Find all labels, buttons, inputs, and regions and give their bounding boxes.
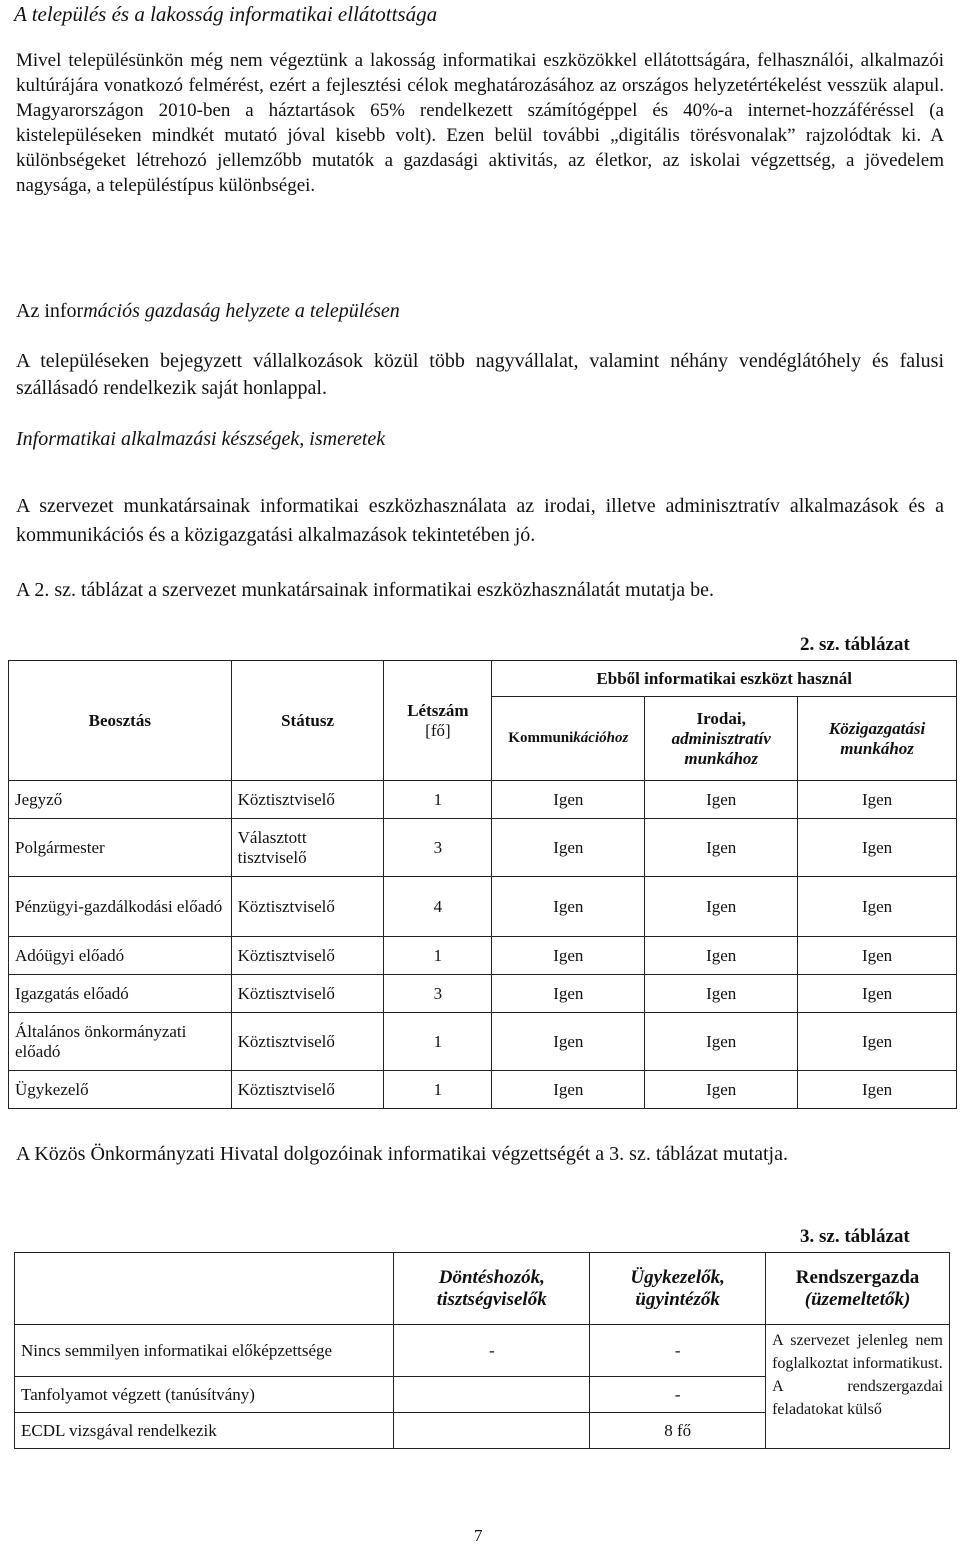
subheading-italic-part: mációs gazdaság helyzete a településen (83, 300, 400, 322)
table2-intro: A 2. sz. táblázat a szervezet munkatársainak informatikai eszközhasználatát mutatja be. (16, 579, 715, 601)
page-number: 7 (474, 1526, 483, 1545)
cell-irodai: Igen (645, 1071, 798, 1109)
cell-letszam: 1 (384, 1071, 492, 1109)
cell-komm: Igen (492, 819, 645, 877)
cell-ugykezelok: - (590, 1325, 766, 1377)
intro-paragraph: Mivel településünkön még nem végeztünk a lakosság informatikai eszközökkel ellátottságára, felhasználói, alkalmazói kultúrájára vonatkozó felmérést, ezért a fejlesztési célok meghatározásához az országos helyzetértékelést vesszük alapul. Magyarországon 2010-ben a háztartások 65% rendelkezett számítógéppel és 40%-a internet-hozzáféréssel (a kistelepüléseken mindkét mutató jóval kisebb volt). Ezen belül további „digitális törésvonalak” rajzolódtak ki. A különbségeket létrehozó jellemzőbb mutatók a gazdasági aktivitás, az életkor, az iskolai végzettség, a jövedelem nagysága, a településtípus különbségei. (16, 50, 944, 196)
cell-letszam: 3 (384, 819, 492, 877)
cell-statusz: Köztisztviselő (231, 1071, 384, 1109)
table-3 (14, 1252, 950, 1449)
cell-beosztas: Polgármester (9, 819, 232, 877)
cell-letszam: 1 (384, 781, 492, 819)
cell-beosztas: Adóügyi előadó (9, 937, 232, 975)
cell-komm: Igen (492, 781, 645, 819)
cell-statusz: Köztisztviselő (231, 975, 384, 1013)
table-2 (8, 660, 957, 1109)
cell-letszam: 4 (384, 877, 492, 937)
cell-donteshozok (394, 1413, 590, 1449)
header-letszam (384, 661, 492, 781)
table3-corner (15, 1253, 394, 1325)
cell-komm: Igen (492, 937, 645, 975)
cell-irodai: Igen (645, 819, 798, 877)
header-rendszer-part-b: (üzemeltetők) (804, 1288, 911, 1310)
cell-komm: Igen (492, 975, 645, 1013)
cell-label: Tanfolyamot végzett (tanúsítvány) (15, 1377, 394, 1413)
table-row (9, 1013, 957, 1071)
cell-irodai: Igen (645, 1013, 798, 1071)
cell-kozig: Igen (798, 975, 957, 1013)
cell-irodai: Igen (645, 781, 798, 819)
header-letszam-text: Létszám (407, 700, 469, 720)
cell-donteshozok (394, 1377, 590, 1413)
websites-paragraph: A településeken bejegyzett vállalkozások közül több nagyvállalat, valamint néhány vendéglátóhely és falusi szállásadó rendelkezik saját honlappal. (16, 350, 944, 399)
header-group: Ebből informatikai eszközt használ (492, 661, 957, 697)
header-ugykezelok: Ügykezelők, ügyintézők (590, 1253, 766, 1325)
cell-irodai: Igen (645, 975, 798, 1013)
cell-ugykezelok: 8 fő (590, 1413, 766, 1449)
header-irodai-part-b: adminisztratív munkához (671, 728, 771, 768)
header-statusz: Státusz (231, 661, 384, 781)
cell-irodai: Igen (645, 877, 798, 937)
header-donteshozok: Döntéshozók, tisztségviselők (394, 1253, 590, 1325)
cell-label: ECDL vizsgával rendelkezik (15, 1413, 394, 1449)
note-line-2: A rendszergazdai feladatokat külső (772, 1378, 943, 1418)
header-irodai (645, 697, 798, 781)
cell-rendszergazda-note (766, 1325, 950, 1449)
table-row (9, 781, 957, 819)
section-heading: A település és a lakosság informatikai ellátottsága (14, 2, 438, 26)
usage-paragraph: A szervezet munkatársainak informatikai eszközhasználata az irodai, illetve adminisztratív alkalmazások és a kommunikációs és a közigazgatási alkalmazások tekintetében jó. (16, 495, 944, 546)
cell-kozig: Igen (798, 1071, 957, 1109)
table-row (9, 819, 957, 877)
cell-komm: Igen (492, 1071, 645, 1109)
cell-kozig: Igen (798, 781, 957, 819)
header-komm-part-a: Kommuni (508, 730, 574, 746)
cell-beosztas: Jegyző (9, 781, 232, 819)
cell-beosztas: Pénzügyi-gazdálkodási előadó (9, 877, 232, 937)
header-kommunikacio (492, 697, 645, 781)
cell-label: Nincs semmilyen informatikai előképzettsége (15, 1325, 394, 1377)
header-kozigazgatasi: Közigazgatási munkához (798, 697, 957, 781)
header-rendszergazda (766, 1253, 950, 1325)
cell-kozig: Igen (798, 1013, 957, 1071)
header-irodai-part-a: Irodai, (696, 708, 746, 728)
subheading-info-economy (16, 300, 400, 323)
cell-statusz: Választott tisztviselő (231, 819, 384, 877)
cell-ugykezelok: - (590, 1377, 766, 1413)
table-row (9, 1071, 957, 1109)
table-row (9, 937, 957, 975)
table-row (9, 975, 957, 1013)
cell-kozig: Igen (798, 937, 957, 975)
cell-letszam: 1 (384, 1013, 492, 1071)
cell-donteshozok: - (394, 1325, 590, 1377)
cell-beosztas: Ügykezelő (9, 1071, 232, 1109)
cell-komm: Igen (492, 877, 645, 937)
cell-statusz: Köztisztviselő (231, 937, 384, 975)
cell-komm: Igen (492, 1013, 645, 1071)
subheading-skills: Informatikai alkalmazási készségek, ismeretek (16, 428, 386, 450)
note-line-1: A szervezet jelenleg nem foglalkoztat informatikust. (772, 1332, 943, 1372)
header-letszam-unit: [fő] (425, 720, 451, 740)
cell-statusz: Köztisztviselő (231, 781, 384, 819)
cell-letszam: 1 (384, 937, 492, 975)
cell-kozig: Igen (798, 877, 957, 937)
header-rendszer-part-a: Rendszergazda (795, 1266, 920, 1288)
cell-irodai: Igen (645, 937, 798, 975)
cell-beosztas: Igazgatás előadó (9, 975, 232, 1013)
header-komm-part-b: kációhoz (573, 730, 629, 746)
subheading-normal-part: Az infor (16, 300, 84, 322)
cell-letszam: 3 (384, 975, 492, 1013)
cell-statusz: Köztisztviselő (231, 1013, 384, 1071)
table3-label: 3. sz. táblázat (800, 1226, 910, 1247)
cell-beosztas: Általános önkormányzati előadó (9, 1013, 232, 1071)
table2-label: 2. sz. táblázat (800, 634, 910, 655)
table3-intro: A Közös Önkormányzati Hivatal dolgozóinak informatikai végzettségét a 3. sz. táblázat mutatja. (16, 1143, 788, 1165)
table-row (9, 877, 957, 937)
cell-statusz: Köztisztviselő (231, 877, 384, 937)
cell-kozig: Igen (798, 819, 957, 877)
header-beosztas: Beosztás (9, 661, 232, 781)
table-row (15, 1325, 950, 1377)
